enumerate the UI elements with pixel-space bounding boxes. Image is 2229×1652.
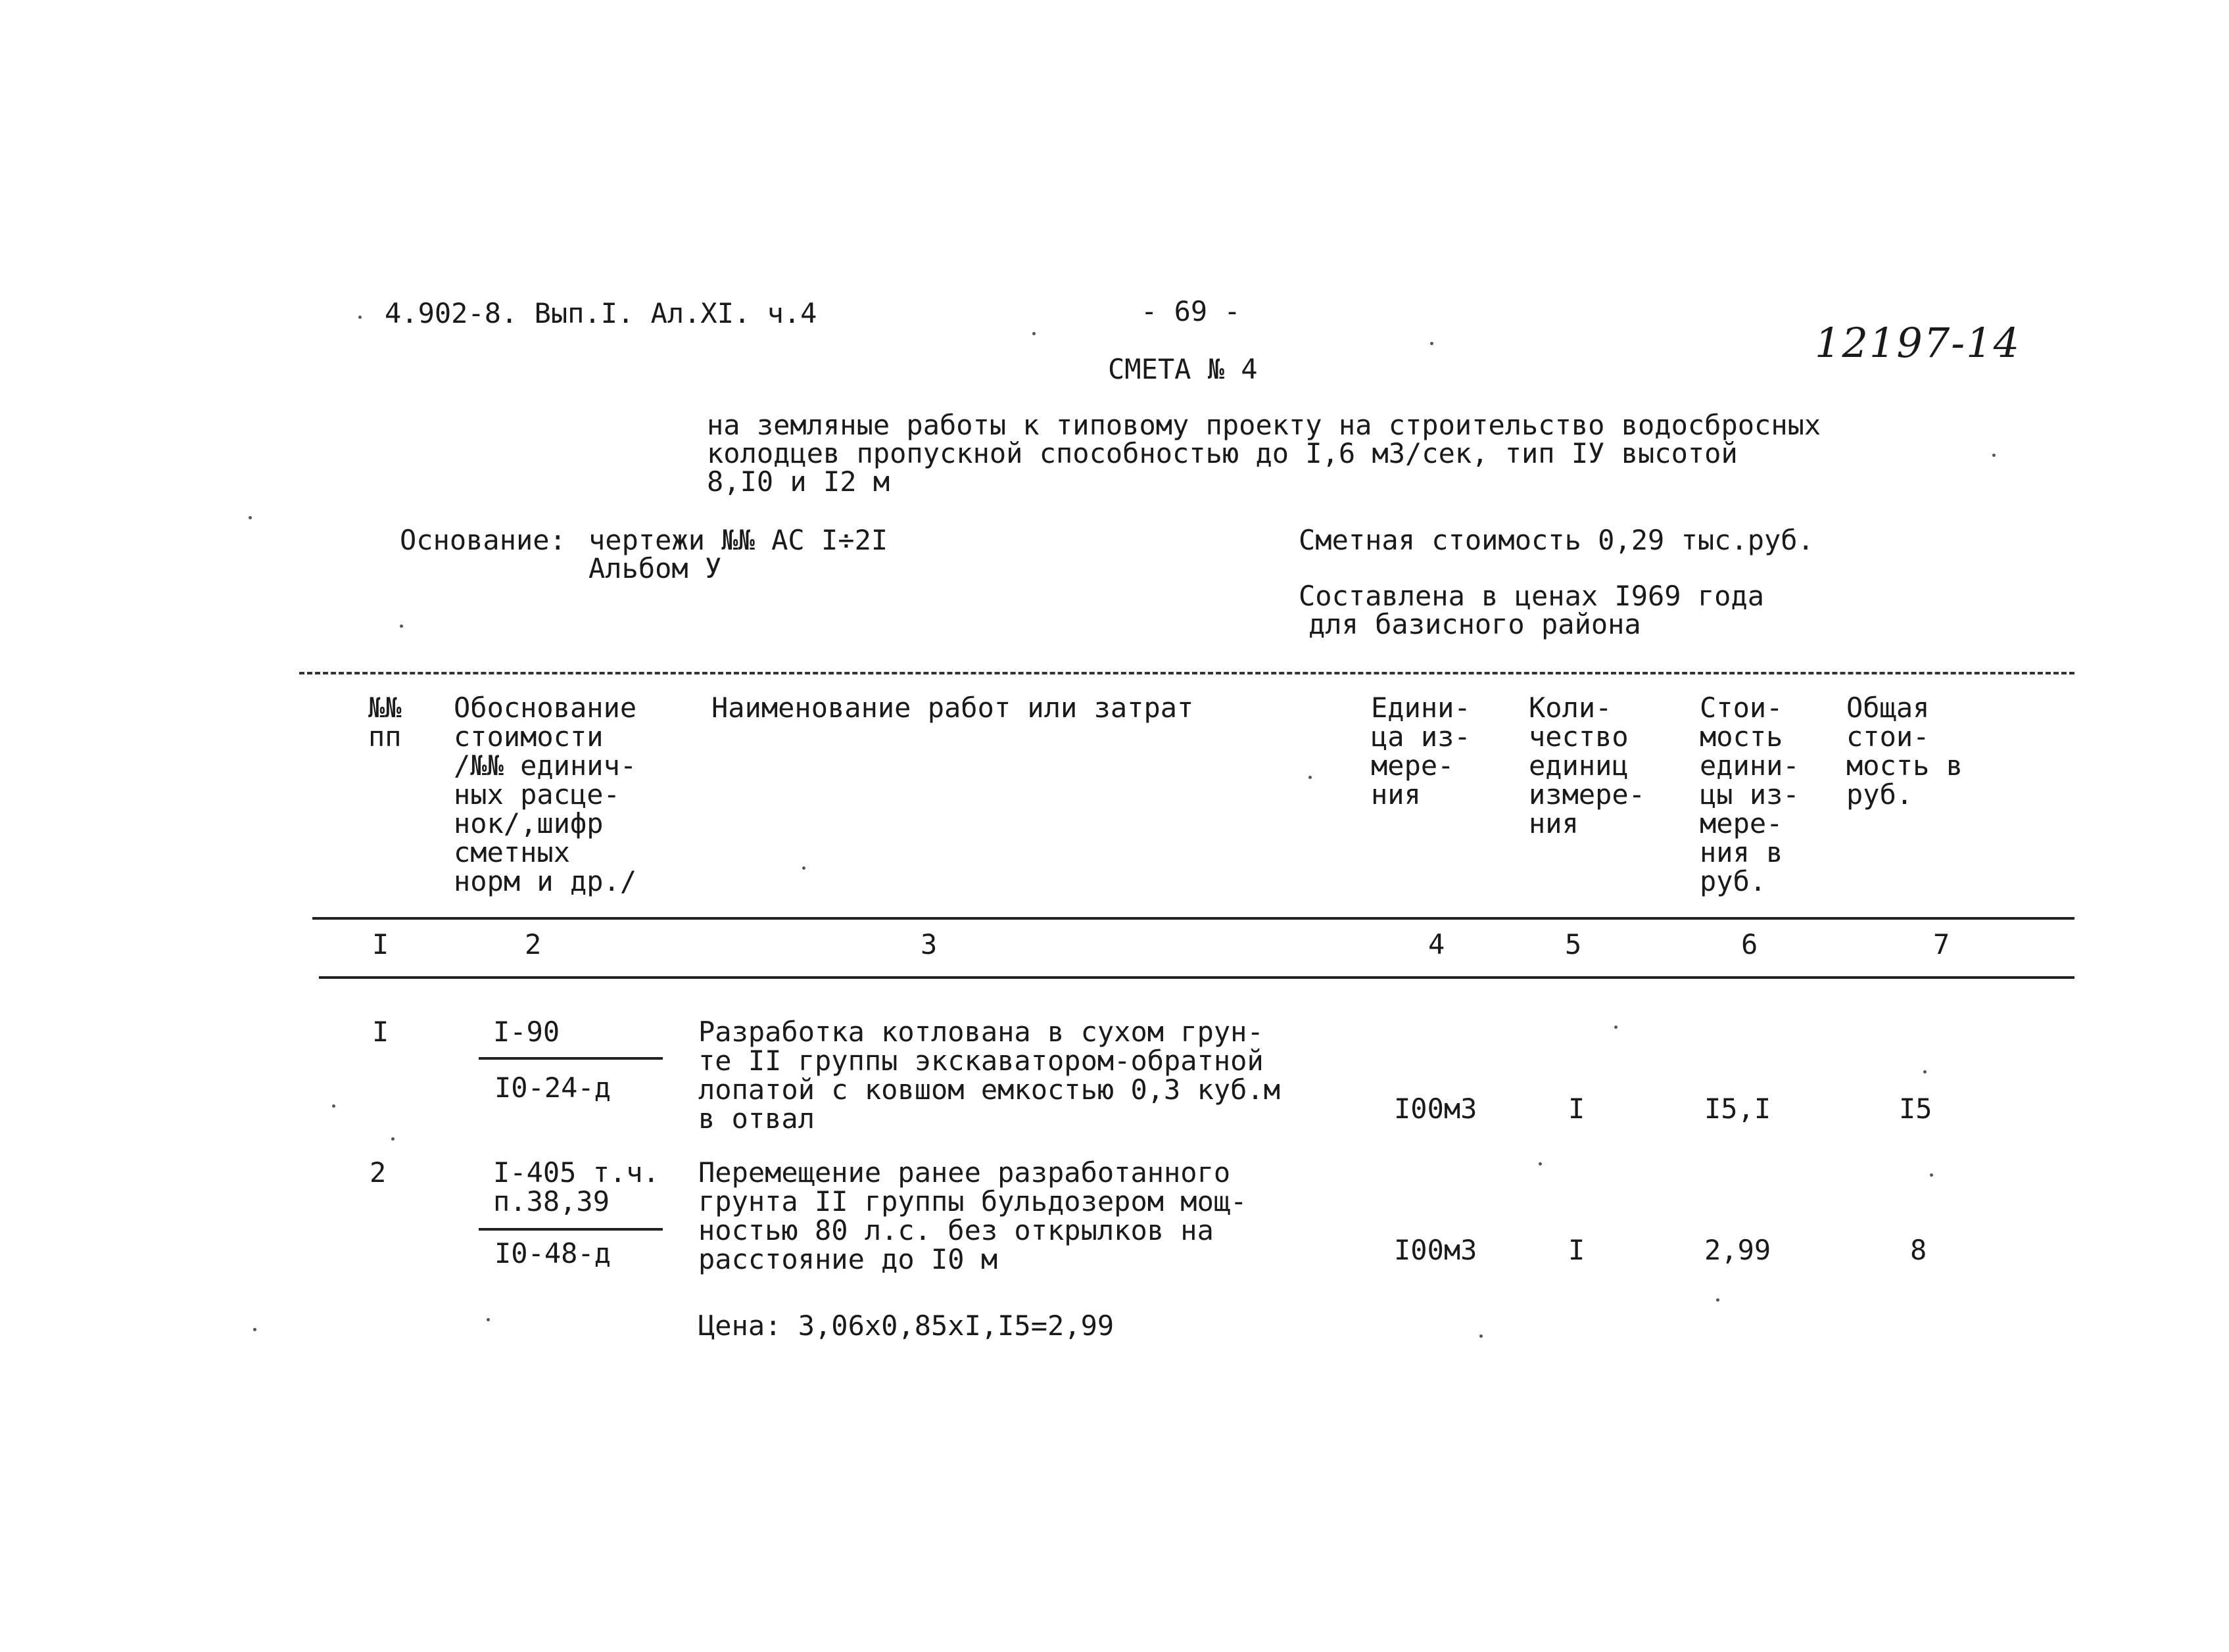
basis-drawings: чертежи №№ АС I÷2I (588, 524, 888, 556)
handwritten-number: 12197-14 (1815, 319, 2021, 367)
cost-basis-bottom: I0-24-д (494, 1072, 611, 1104)
total-cost: I5 (1899, 1093, 1932, 1125)
column-number-3: 3 (921, 928, 938, 960)
column-number-1: I (372, 928, 389, 960)
price-basis-line-1: Составлена в ценах I969 года (1299, 580, 1765, 612)
column-number-7: 7 (1933, 928, 1950, 960)
cost-basis-divider (479, 1228, 663, 1231)
cost-basis-top: I-405 т.ч. п.38,39 (493, 1156, 659, 1217)
scan-speck (1923, 1070, 1927, 1074)
row-number: 2 (370, 1156, 387, 1189)
estimated-cost: Сметная стоимость 0,29 тыс.руб. (1299, 524, 1814, 556)
column-number-2: 2 (525, 928, 542, 960)
header-row-number: №№ пп (368, 692, 402, 753)
scan-speck (1992, 454, 1996, 457)
scan-speck (391, 1137, 395, 1141)
scan-speck (1539, 1162, 1542, 1166)
scan-speck (802, 866, 805, 870)
basis-album: Альбом У (588, 552, 722, 584)
header-total-cost: Общая стои- мость в руб. (1846, 692, 1963, 811)
scan-speck (1930, 1173, 1933, 1177)
header-unit: Едини- ца из- мере- ния (1371, 692, 1471, 811)
header-work-name: Наименование работ или затрат (711, 692, 1194, 724)
estimate-title: СМЕТА № 4 (1108, 353, 1258, 385)
column-number-5: 5 (1565, 928, 1582, 960)
table-top-rule (299, 672, 2074, 674)
total-cost: 8 (1910, 1234, 1927, 1266)
scan-speck (1032, 332, 1036, 335)
unit-of-measure: I00м3 (1394, 1093, 1477, 1125)
cost-basis-top: I-90 (493, 1016, 560, 1048)
price-basis-line-2: для базисного района (1308, 608, 1641, 640)
document-reference: 4.902-8. Вып.I. Ал.XI. ч.4 (385, 297, 817, 329)
work-description: Перемещение ранее разработанного грунта II группы бульдозером мощ- ностью 80 л.с. без открылков на расстояние до I0 м (698, 1156, 1247, 1275)
scan-speck (1430, 342, 1433, 345)
cost-basis-divider (479, 1057, 663, 1060)
unit-of-measure: I00м3 (1394, 1234, 1477, 1266)
table-column-number-rule (319, 976, 2074, 979)
quantity: I (1568, 1234, 1585, 1266)
estimate-subtitle-line-3: 8,I0 и I2 м (707, 465, 890, 498)
header-unit-cost: Стои- мость едини- цы из- мере- ния в руб. (1700, 692, 1800, 897)
table-header-rule (312, 917, 2074, 920)
column-number-4: 4 (1428, 928, 1445, 960)
unit-cost: I5,I (1704, 1093, 1771, 1125)
scan-speck (1716, 1298, 1719, 1302)
quantity: I (1568, 1093, 1585, 1125)
scan-speck (400, 625, 403, 628)
cost-basis-bottom: I0-48-д (494, 1237, 611, 1269)
unit-cost: 2,99 (1704, 1234, 1771, 1266)
price-calculation-note: Цена: 3,06x0,85xI,I5=2,99 (698, 1310, 1114, 1342)
scan-speck (487, 1318, 490, 1321)
estimate-subtitle-line-2: колодцев пропускной способностью до I,6 м3/сек, тип IУ высотой (707, 437, 1738, 469)
scan-speck (253, 1328, 256, 1331)
row-number: I (372, 1016, 389, 1048)
scan-speck (1479, 1334, 1483, 1338)
scan-speck (1308, 776, 1312, 779)
header-quantity: Коли- чество единиц измере- ния (1529, 692, 1646, 839)
work-description: Разработка котлована в сухом грун- те II группы экскаватором-обратной лопатой с ковшом емкостью 0,3 куб.м в отвал (698, 1016, 1281, 1135)
scan-speck (332, 1104, 335, 1108)
column-number-6: 6 (1741, 928, 1758, 960)
scan-speck (1614, 1026, 1618, 1029)
basis-label: Основание: (400, 524, 566, 556)
scan-speck (358, 316, 362, 319)
estimate-subtitle-line-1: на земляные работы к типовому проекту на строительство водосбросных (707, 409, 1821, 441)
scan-speck (249, 516, 252, 519)
header-cost-basis: Обоснование стоимости /№№ единич- ных расце- нок/,шифр сметных норм и др./ (454, 692, 637, 897)
page-number: - 69 - (1141, 295, 1241, 327)
